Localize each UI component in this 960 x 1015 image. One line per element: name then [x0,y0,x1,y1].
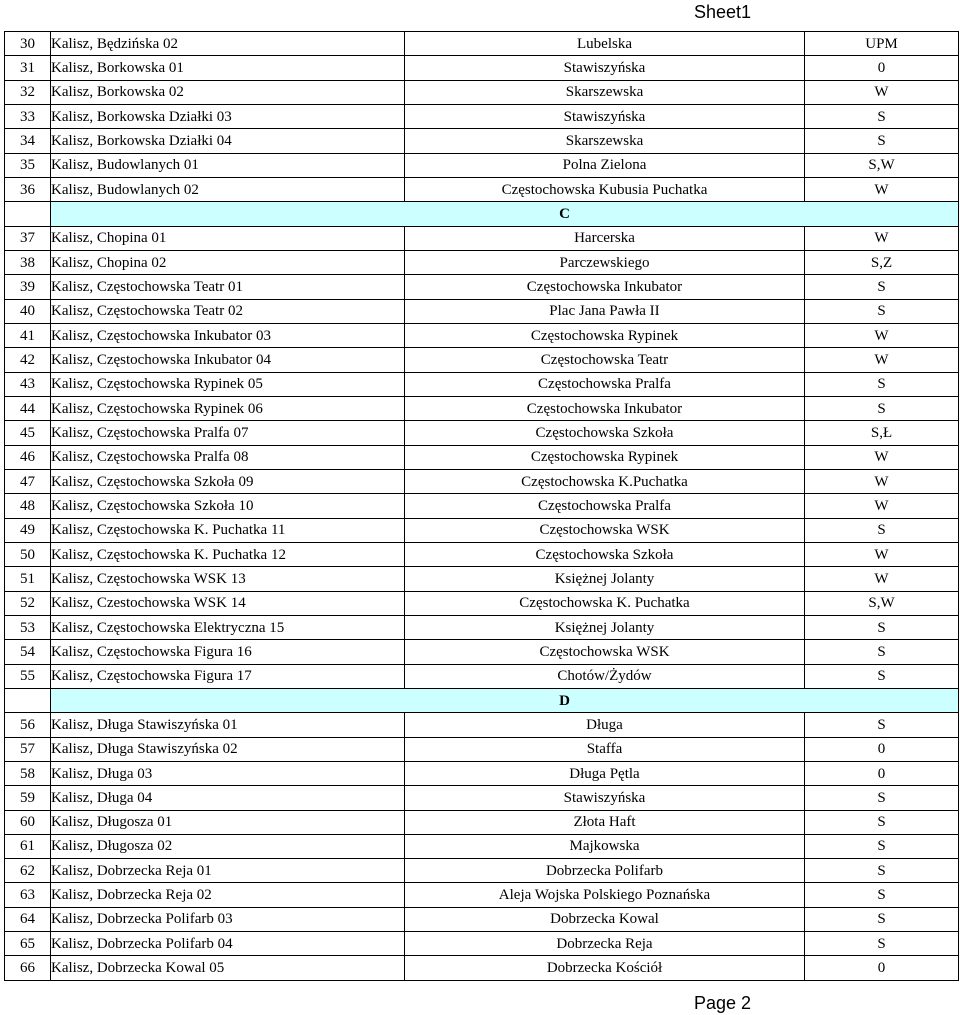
table-row[interactable] [5,615,959,639]
table-row[interactable] [5,275,959,299]
table-row[interactable] [5,786,959,810]
row-number-cell[interactable]: 61 [5,834,51,858]
table-row[interactable] [5,56,959,80]
direction-street-cell[interactable]: Majkowska [405,834,805,858]
direction-code-cell[interactable]: W [805,323,959,347]
stop-name-cell[interactable]: Kalisz, Budowlanych 01 [51,153,405,177]
table-row[interactable] [5,567,959,591]
table-row[interactable] [5,80,959,104]
direction-street-cell[interactable]: Częstochowska Rypinek [405,445,805,469]
stop-name-cell[interactable]: Kalisz, Częstochowska Figura 17 [51,664,405,688]
direction-code-cell[interactable]: S [805,275,959,299]
row-number-cell[interactable]: 35 [5,153,51,177]
row-number-cell[interactable]: 33 [5,104,51,128]
direction-code-cell[interactable]: S [805,518,959,542]
direction-street-cell[interactable]: Polna Zielona [405,153,805,177]
direction-code-cell[interactable]: S,Z [805,250,959,274]
stop-name-cell[interactable]: Kalisz, Borkowska 02 [51,80,405,104]
stop-name-cell[interactable]: Kalisz, Częstochowska Rypinek 06 [51,396,405,420]
direction-street-cell[interactable]: Częstochowska Inkubator [405,396,805,420]
stop-name-cell[interactable]: Kalisz, Długosza 02 [51,834,405,858]
direction-code-cell[interactable]: S [805,664,959,688]
direction-street-cell[interactable]: Częstochowska WSK [405,518,805,542]
direction-street-cell[interactable]: Księżnej Jolanty [405,615,805,639]
direction-code-cell[interactable]: S [805,129,959,153]
direction-street-cell[interactable]: Długa [405,713,805,737]
direction-street-cell[interactable]: Stawiszyńska [405,104,805,128]
row-number-cell[interactable]: 31 [5,56,51,80]
stop-name-cell[interactable]: Kalisz, Częstochowska WSK 13 [51,567,405,591]
stop-name-cell[interactable]: Kalisz, Częstochowska Inkubator 03 [51,323,405,347]
table-row[interactable] [5,640,959,664]
stop-name-cell[interactable]: Kalisz, Dobrzecka Polifarb 04 [51,932,405,956]
direction-code-cell[interactable]: W [805,445,959,469]
stop-name-cell[interactable]: Kalisz, Długa Stawiszyńska 01 [51,713,405,737]
table-row[interactable] [5,104,959,128]
table-row[interactable] [5,250,959,274]
direction-street-cell[interactable]: Częstochowska Rypinek [405,323,805,347]
table-row[interactable] [5,761,959,785]
stop-name-cell[interactable]: Kalisz, Będzińska 02 [51,32,405,56]
direction-street-cell[interactable]: Stawiszyńska [405,56,805,80]
direction-street-cell[interactable]: Częstochowska Szkoła [405,542,805,566]
page-number: Page 2 [694,993,752,1013]
direction-code-cell[interactable]: S [805,372,959,396]
table-row[interactable] [5,907,959,931]
stop-name-cell[interactable]: Kalisz, Częstochowska Szkoła 09 [51,469,405,493]
row-number-cell[interactable]: 46 [5,445,51,469]
direction-code-cell[interactable]: S [805,786,959,810]
section-number-cell[interactable] [5,688,51,712]
stop-name-cell[interactable]: Kalisz, Borkowska 01 [51,56,405,80]
table-row[interactable] [5,834,959,858]
row-number-cell[interactable]: 47 [5,469,51,493]
direction-code-cell[interactable]: S,W [805,153,959,177]
stops-table-body [5,32,959,981]
direction-code-cell[interactable]: S [805,299,959,323]
row-number-cell[interactable]: 43 [5,372,51,396]
stop-name-cell[interactable]: Kalisz, Borkowska Działki 03 [51,104,405,128]
stop-name-cell[interactable]: Kalisz, Częstochowska Teatr 02 [51,299,405,323]
row-number-cell[interactable]: 48 [5,494,51,518]
table-row[interactable] [5,494,959,518]
direction-code-cell[interactable]: S [805,396,959,420]
stop-name-cell[interactable]: Kalisz, Częstochowska K. Puchatka 12 [51,542,405,566]
direction-street-cell[interactable]: Chotów/Żydów [405,664,805,688]
row-number-cell[interactable]: 30 [5,32,51,56]
direction-code-cell[interactable]: S [805,932,959,956]
stop-name-cell[interactable]: Kalisz, Częstochowska Rypinek 05 [51,372,405,396]
sheet-title: Sheet1 [694,2,752,22]
direction-street-cell[interactable]: Częstochowska Szkoła [405,421,805,445]
direction-street-cell[interactable]: Dobrzecka Polifarb [405,859,805,883]
stop-name-cell[interactable]: Kalisz, Częstochowska Szkoła 10 [51,494,405,518]
direction-street-cell[interactable]: Aleja Wojska Polskiego Poznańska [405,883,805,907]
direction-code-cell[interactable]: W [805,469,959,493]
stop-name-cell[interactable]: Kalisz, Częstochowska Pralfa 08 [51,445,405,469]
direction-code-cell[interactable]: W [805,226,959,250]
stop-name-cell[interactable]: Kalisz, Częstochowska Inkubator 04 [51,348,405,372]
row-number-cell[interactable]: 38 [5,250,51,274]
row-number-cell[interactable]: 37 [5,226,51,250]
stop-name-cell[interactable]: Kalisz, Długa 04 [51,786,405,810]
direction-code-cell[interactable]: S [805,640,959,664]
direction-street-cell[interactable]: Skarszewska [405,80,805,104]
section-letter-cell[interactable]: C [51,202,959,226]
direction-code-cell[interactable]: W [805,177,959,201]
stop-name-cell[interactable]: Kalisz, Chopina 02 [51,250,405,274]
direction-street-cell[interactable]: Złota Haft [405,810,805,834]
section-header-row[interactable] [5,202,959,226]
table-row[interactable] [5,956,959,980]
table-row[interactable] [5,810,959,834]
table-row[interactable] [5,226,959,250]
direction-street-cell[interactable]: Staffa [405,737,805,761]
row-number-cell[interactable]: 34 [5,129,51,153]
stop-name-cell[interactable]: Kalisz, Częstochowska Pralfa 07 [51,421,405,445]
row-number-cell[interactable]: 54 [5,640,51,664]
row-number-cell[interactable]: 62 [5,859,51,883]
row-number-cell[interactable]: 63 [5,883,51,907]
stop-name-cell[interactable]: Kalisz, Częstochowska Teatr 01 [51,275,405,299]
row-number-cell[interactable]: 55 [5,664,51,688]
row-number-cell[interactable]: 39 [5,275,51,299]
row-number-cell[interactable]: 42 [5,348,51,372]
row-number-cell[interactable]: 40 [5,299,51,323]
table-row[interactable] [5,396,959,420]
stops-table [4,31,959,981]
table-row[interactable] [5,542,959,566]
stop-name-cell[interactable]: Kalisz, Borkowska Działki 04 [51,129,405,153]
direction-street-cell[interactable]: Częstochowska K. Puchatka [405,591,805,615]
table-row[interactable] [5,737,959,761]
table-row[interactable] [5,421,959,445]
direction-code-cell[interactable]: S [805,104,959,128]
table-row[interactable] [5,445,959,469]
table-row[interactable] [5,348,959,372]
stop-name-cell[interactable]: Kalisz, Dobrzecka Kowal 05 [51,956,405,980]
direction-code-cell[interactable]: 0 [805,737,959,761]
table-row[interactable] [5,883,959,907]
table-row[interactable] [5,518,959,542]
row-number-cell[interactable]: 44 [5,396,51,420]
table-row[interactable] [5,932,959,956]
direction-code-cell[interactable]: S [805,713,959,737]
direction-street-cell[interactable]: Częstochowska Pralfa [405,372,805,396]
row-number-cell[interactable]: 57 [5,737,51,761]
row-number-cell[interactable]: 45 [5,421,51,445]
direction-code-cell[interactable]: S [805,810,959,834]
row-number-cell[interactable]: 50 [5,542,51,566]
row-number-cell[interactable]: 66 [5,956,51,980]
direction-code-cell[interactable]: UPM [805,32,959,56]
table-row[interactable] [5,591,959,615]
stop-name-cell[interactable]: Kalisz, Częstochowska K. Puchatka 11 [51,518,405,542]
row-number-cell[interactable]: 60 [5,810,51,834]
direction-street-cell[interactable]: Częstochowska Kubusia Puchatka [405,177,805,201]
direction-code-cell[interactable]: S,W [805,591,959,615]
direction-code-cell[interactable]: S [805,883,959,907]
direction-code-cell[interactable]: S [805,907,959,931]
stop-name-cell[interactable]: Kalisz, Długa Stawiszyńska 02 [51,737,405,761]
direction-code-cell[interactable]: S,Ł [805,421,959,445]
direction-street-cell[interactable]: Stawiszyńska [405,786,805,810]
row-number-cell[interactable]: 41 [5,323,51,347]
direction-street-cell[interactable]: Częstochowska Inkubator [405,275,805,299]
table-row[interactable] [5,469,959,493]
stop-name-cell[interactable]: Kalisz, Dobrzecka Polifarb 03 [51,907,405,931]
stop-name-cell[interactable]: Kalisz, Częstochowska Figura 16 [51,640,405,664]
stop-name-cell[interactable]: Kalisz, Długa 03 [51,761,405,785]
row-number-cell[interactable]: 58 [5,761,51,785]
direction-code-cell[interactable]: W [805,348,959,372]
table-row[interactable] [5,859,959,883]
row-number-cell[interactable]: 59 [5,786,51,810]
section-header-row[interactable] [5,688,959,712]
row-number-cell[interactable]: 32 [5,80,51,104]
row-number-cell[interactable]: 51 [5,567,51,591]
table-row[interactable] [5,32,959,56]
row-number-cell[interactable]: 65 [5,932,51,956]
direction-street-cell[interactable]: Dobrzecka Kościół [405,956,805,980]
direction-street-cell[interactable]: Częstochowska K.Puchatka [405,469,805,493]
table-row[interactable] [5,372,959,396]
direction-street-cell[interactable]: Harcerska [405,226,805,250]
row-number-cell[interactable]: 56 [5,713,51,737]
direction-code-cell[interactable]: W [805,567,959,591]
direction-street-cell[interactable]: Częstochowska Pralfa [405,494,805,518]
direction-street-cell[interactable]: Dobrzecka Reja [405,932,805,956]
stop-name-cell[interactable]: Kalisz, Dobrzecka Reja 02 [51,883,405,907]
direction-code-cell[interactable]: W [805,80,959,104]
stop-name-cell[interactable]: Kalisz, Częstochowska Elektryczna 15 [51,615,405,639]
stop-name-cell[interactable]: Kalisz, Dobrzecka Reja 01 [51,859,405,883]
direction-code-cell[interactable]: S [805,615,959,639]
row-number-cell[interactable]: 52 [5,591,51,615]
table-row[interactable] [5,153,959,177]
table-row[interactable] [5,129,959,153]
direction-code-cell[interactable]: S [805,834,959,858]
table-row[interactable] [5,177,959,201]
direction-code-cell[interactable]: 0 [805,56,959,80]
stop-name-cell[interactable]: Kalisz, Czestochowska WSK 14 [51,591,405,615]
row-number-cell[interactable]: 53 [5,615,51,639]
direction-street-cell[interactable]: Księżnej Jolanty [405,567,805,591]
stop-name-cell[interactable]: Kalisz, Budowlanych 02 [51,177,405,201]
direction-street-cell[interactable]: Dobrzecka Kowal [405,907,805,931]
direction-code-cell[interactable]: W [805,494,959,518]
stop-name-cell[interactable]: Kalisz, Chopina 01 [51,226,405,250]
direction-code-cell[interactable]: W [805,542,959,566]
direction-street-cell[interactable]: Częstochowska WSK [405,640,805,664]
row-number-cell[interactable]: 36 [5,177,51,201]
direction-street-cell[interactable]: Długa Pętla [405,761,805,785]
table-row[interactable] [5,323,959,347]
direction-street-cell[interactable]: Plac Jana Pawła II [405,299,805,323]
stop-name-cell[interactable]: Kalisz, Długosza 01 [51,810,405,834]
table-row[interactable] [5,713,959,737]
direction-street-cell[interactable]: Parczewskiego [405,250,805,274]
section-letter-cell[interactable]: D [51,688,959,712]
section-number-cell[interactable] [5,202,51,226]
direction-code-cell[interactable]: 0 [805,761,959,785]
direction-street-cell[interactable]: Częstochowska Teatr [405,348,805,372]
direction-code-cell[interactable]: S [805,859,959,883]
table-row[interactable] [5,299,959,323]
direction-street-cell[interactable]: Skarszewska [405,129,805,153]
row-number-cell[interactable]: 64 [5,907,51,931]
row-number-cell[interactable]: 49 [5,518,51,542]
direction-street-cell[interactable]: Lubelska [405,32,805,56]
table-row[interactable] [5,664,959,688]
direction-code-cell[interactable]: 0 [805,956,959,980]
